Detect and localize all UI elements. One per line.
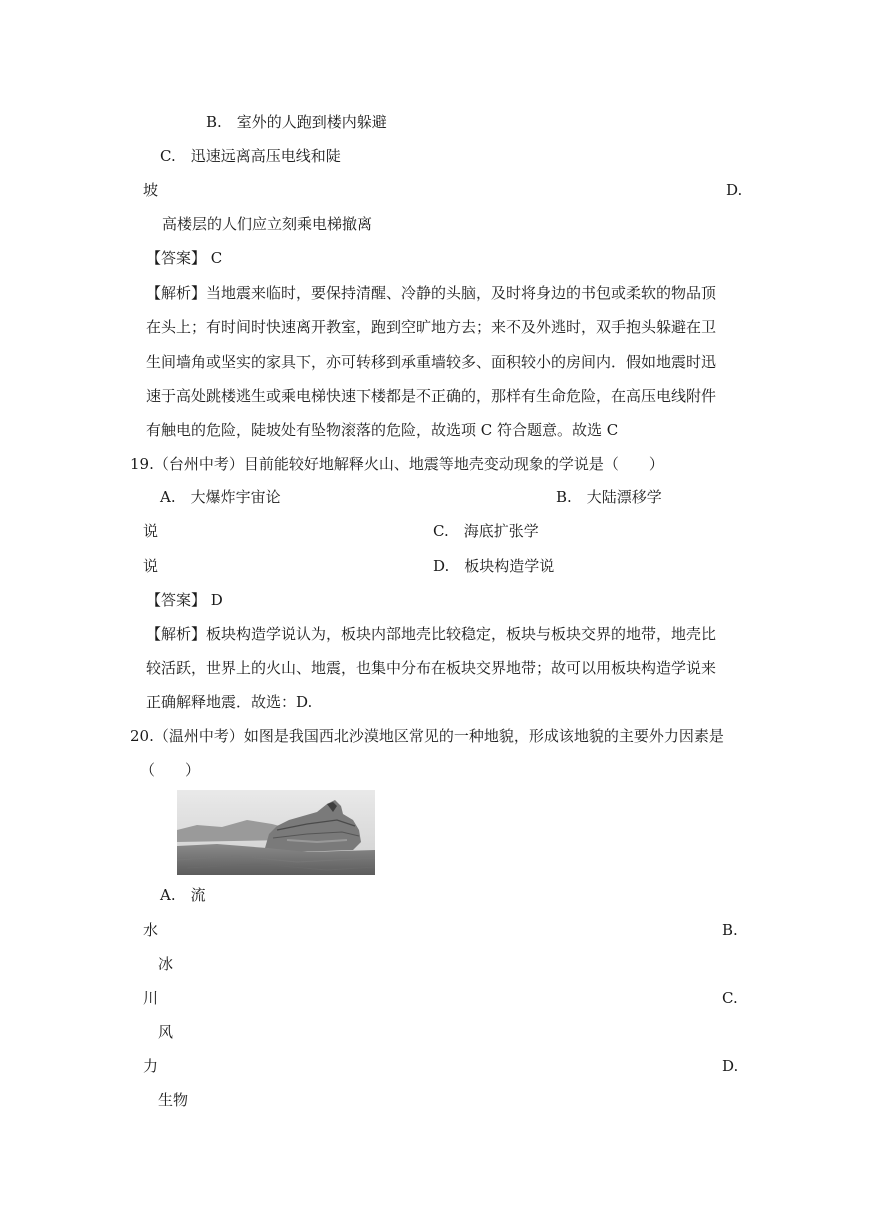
- q20-option-a: A. 流: [160, 886, 206, 904]
- q19-option-a: A. 大爆炸宇宙论: [160, 488, 281, 506]
- q20-option-d-text: 生物: [158, 1091, 189, 1109]
- q18-answer: 【答案】 C: [146, 249, 223, 267]
- desert-landform-photo: [177, 790, 375, 875]
- q20-option-b-text: 冰: [158, 955, 174, 973]
- q20-stem-paren: （ ）: [140, 761, 201, 779]
- q18-option-d-text: 高楼层的人们应立刻乘电梯撤离: [162, 215, 373, 233]
- q20-option-c-continuation: 力: [143, 1057, 159, 1075]
- q19-option-d: D. 板块构造学说: [433, 557, 555, 575]
- q19-option-c-continuation: 说: [143, 557, 159, 575]
- q18-option-d-letter: D.: [726, 181, 743, 199]
- q18-option-c-continuation: 坡: [143, 181, 159, 199]
- q18-option-b: B. 室外的人跑到楼内躲避: [206, 113, 387, 131]
- q18-analysis-line: 【解析】当地震来临时，要保持清醒、冷静的头脑，及时将身边的书包或柔软的物品顶: [146, 284, 717, 302]
- q19-answer: 【答案】 D: [146, 591, 223, 609]
- q18-analysis-line: 速于高处跳楼逃生或乘电梯快速下楼都是不正确的，那样有生命危险，在高压电线附件: [146, 387, 717, 405]
- q18-option-c: C. 迅速远离高压电线和陡: [160, 147, 341, 165]
- q19-option-b: B. 大陆漂移学: [556, 488, 662, 506]
- q20-stem: 20.（温州中考）如图是我国西北沙漠地区常见的一种地貌，形成该地貌的主要外力因素是: [130, 727, 724, 745]
- q20-option-c-letter: C.: [722, 989, 738, 1007]
- q19-analysis-line: 较活跃，世界上的火山、地震，也集中分布在板块交界地带；故可以用板块构造学说来: [146, 659, 717, 677]
- q18-analysis-line: 在头上；有时间时快速离开教室，跑到空旷地方去；来不及外逃时，双手抱头躲避在卫: [146, 318, 717, 336]
- q20-option-a-continuation: 水: [143, 921, 159, 939]
- q20-option-d-letter: D.: [722, 1057, 739, 1075]
- q19-stem: 19.（台州中考）目前能较好地解释火山、地震等地壳变动现象的学说是（ ）: [130, 455, 664, 473]
- q20-option-b-letter: B.: [722, 921, 738, 939]
- q19-analysis-line: 【解析】板块构造学说认为，板块内部地壳比较稳定，板块与板块交界的地带，地壳比: [146, 625, 717, 643]
- q20-option-b-continuation: 川: [143, 989, 159, 1007]
- q20-option-c-text: 风: [158, 1023, 174, 1041]
- q18-analysis-line: 生间墙角或坚实的家具下，亦可转移到承重墙较多、面积较小的房间内．假如地震时迅: [146, 353, 717, 371]
- q19-analysis-line: 正确解释地震．故选：D.: [146, 693, 313, 711]
- q18-analysis-line: 有触电的危险，陡坡处有坠物滚落的危险，故选项 C 符合题意。故选 C: [146, 421, 619, 439]
- q19-option-b-continuation: 说: [143, 522, 159, 540]
- q19-option-c: C. 海底扩张学: [433, 522, 539, 540]
